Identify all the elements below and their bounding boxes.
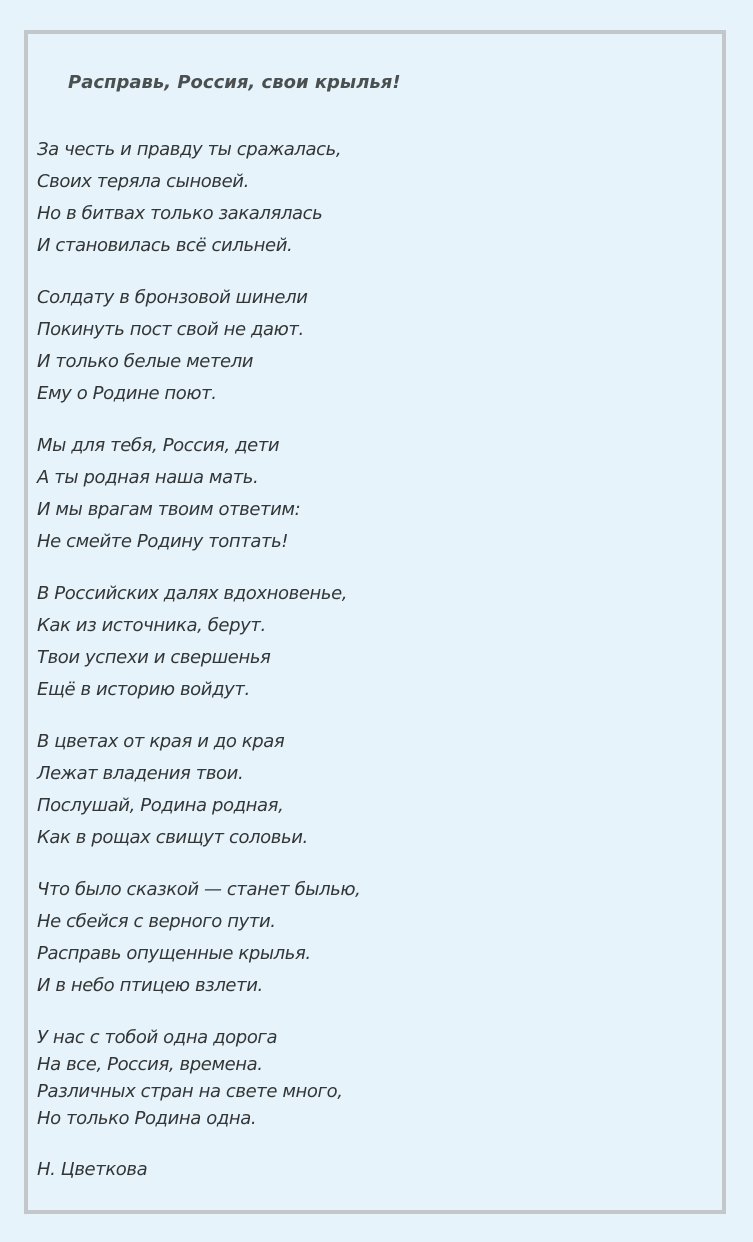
- poem-line: Но только Родина одна.: [37, 1108, 257, 1129]
- poem-line: Ему о Родине поют.: [37, 383, 217, 404]
- poem-line: Не сбейся с верного пути.: [37, 911, 276, 932]
- stanza-6: [37, 874, 360, 1002]
- poem-title: Расправь, Россия, свои крылья!: [68, 72, 401, 93]
- poem-line: Не смейте Родину топтать!: [37, 531, 289, 552]
- poem-line: И мы врагам твоим ответим:: [37, 499, 301, 520]
- stanza-2: [37, 282, 308, 410]
- poem-line: Но в битвах только закалялась: [37, 203, 323, 224]
- poem-line: Твои успехи и свершенья: [37, 647, 271, 668]
- poem-line: Что было сказкой — станет былью,: [37, 879, 361, 900]
- poem-line: В цветах от края и до края: [37, 731, 285, 752]
- poem-line: Как в рощах свищут соловьи.: [37, 827, 308, 848]
- poem-line: Своих теряла сыновей.: [37, 171, 249, 192]
- poem-line: Лежат владения твои.: [37, 763, 244, 784]
- stanza-3: [37, 430, 300, 558]
- poem-line: Покинуть пост свой не дают.: [37, 319, 304, 340]
- poem-line: И в небо птицею взлети.: [37, 975, 263, 996]
- poem-line: Мы для тебя, Россия, дети: [37, 435, 280, 456]
- poem-line: Послушай, Родина родная,: [37, 795, 284, 816]
- poem-line: И становилась всё сильней.: [37, 235, 293, 256]
- poem-line: И только белые метели: [37, 351, 254, 372]
- stanza-4: [37, 578, 347, 706]
- poem-line: У нас с тобой одна дорога: [37, 1027, 278, 1048]
- poem-frame: [24, 30, 726, 1214]
- poem-line: За честь и правду ты сражалась,: [37, 139, 342, 160]
- poem-line: А ты родная наша мать.: [37, 467, 259, 488]
- poem-author: Н. Цветкова: [37, 1159, 148, 1180]
- stanza-1: [37, 134, 341, 262]
- poem-line: Ещё в историю войдут.: [37, 679, 250, 700]
- stanza-5: [37, 726, 308, 854]
- poem-line: В Российских далях вдохновенье,: [37, 583, 348, 604]
- poem-line: На все, Россия, времена.: [37, 1054, 263, 1075]
- poem-line: Различных стран на свете много,: [37, 1081, 343, 1102]
- poem-line: Солдату в бронзовой шинели: [37, 287, 308, 308]
- poem-line: Расправь опущенные крылья.: [37, 943, 311, 964]
- poem-line: Как из источника, берут.: [37, 615, 266, 636]
- stanza-7: [37, 1024, 343, 1132]
